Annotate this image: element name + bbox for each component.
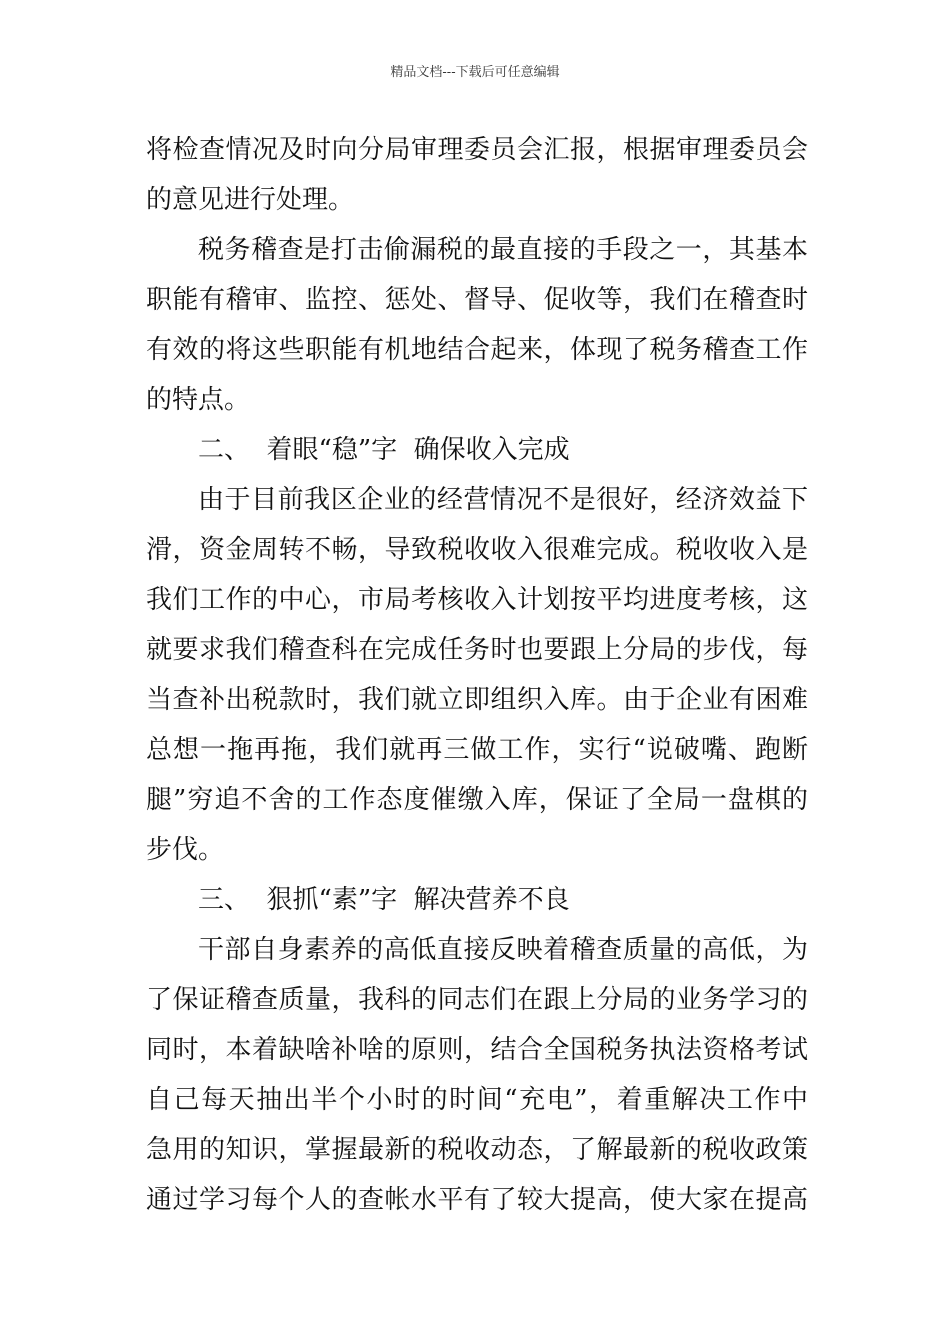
document-body (146, 125, 808, 1225)
text-line: 的意见进行处理。 (146, 185, 355, 215)
text-line: 税务稽查是打击偷漏税的最直接的手段之一，其基本 (198, 235, 808, 265)
section-heading: 二、 着眼“稳”字 确保收入完成 (198, 435, 570, 465)
text-line: 当查补出税款时，我们就立即组织入库。由于企业有困难 (146, 685, 808, 715)
page-header: 精品文档---下载后可任意编辑 (390, 65, 560, 80)
text-line: 了保证稽查质量，我科的同志们在跟上分局的业务学习的 (146, 985, 808, 1015)
text-line: 总想一拖再拖，我们就再三做工作，实行“说破嘴、跑断 (146, 735, 808, 765)
text-line: 我们工作的中心，市局考核收入计划按平均进度考核，这 (146, 585, 808, 615)
text-line: 滑，资金周转不畅，导致税收收入很难完成。税收收入是 (146, 535, 808, 565)
text-line: 的特点。 (146, 385, 251, 415)
text-line: 有效的将这些职能有机地结合起来，体现了税务稽查工作 (146, 335, 808, 365)
text-line: 通过学习每个人的查帐水平有了较大提高，使大家在提高 (146, 1185, 808, 1215)
text-line: 急用的知识，掌握最新的税收动态，了解最新的税收政策 (146, 1135, 808, 1165)
text-line: 同时，本着缺啥补啥的原则，结合全国税务执法资格考试 (146, 1035, 808, 1065)
text-line: 干部自身素养的高低直接反映着稽查质量的高低，为 (198, 935, 808, 965)
text-line: 就要求我们稽查科在完成任务时也要跟上分局的步伐，每 (146, 635, 808, 665)
text-line: 将检查情况及时向分局审理委员会汇报，根据审理委员会 (146, 135, 808, 165)
section-heading: 三、 狠抓“素”字 解决营养不良 (198, 885, 570, 915)
text-line: 职能有稽审、监控、惩处、督导、促收等，我们在稽查时 (146, 285, 808, 315)
text-line: 由于目前我区企业的经营情况不是很好，经济效益下 (198, 485, 808, 515)
text-line: 腿”穷追不舍的工作态度催缴入库，保证了全局一盘棋的 (146, 785, 808, 815)
text-line: 自己每天抽出半个小时的时间“充电”，着重解决工作中 (146, 1085, 808, 1115)
text-line: 步伐。 (146, 835, 225, 865)
